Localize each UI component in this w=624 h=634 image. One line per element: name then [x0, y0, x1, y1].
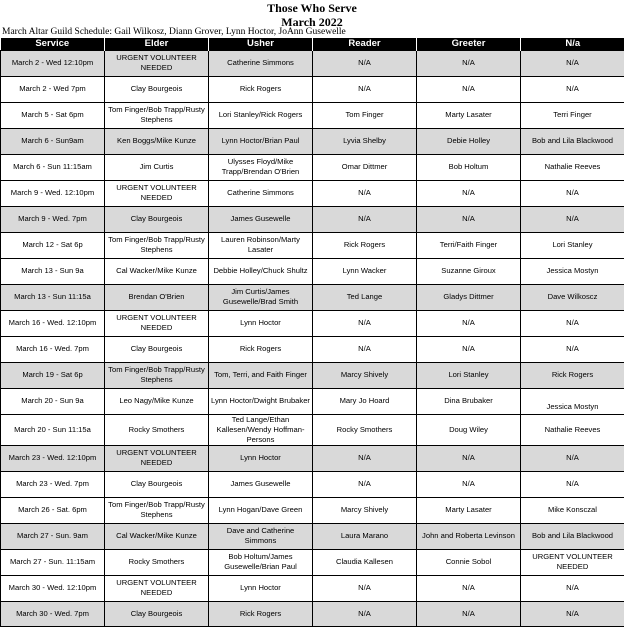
table-row	[1, 471, 624, 497]
cell-usher: Lynn Hoctor	[209, 445, 313, 471]
cell-reader: N/A	[313, 601, 417, 626]
table-row	[1, 232, 624, 258]
cell-greeter: John and Roberta Levinson	[417, 523, 521, 549]
table-body	[1, 50, 624, 626]
cell-greeter: Bob Holtum	[417, 154, 521, 180]
cell-elder: Clay Bourgeois	[105, 336, 209, 362]
cell-na: Nathalie Reeves	[521, 414, 624, 445]
cell-service: March 26 - Sat. 6pm	[1, 497, 105, 523]
cell-usher: Rick Rogers	[209, 336, 313, 362]
cell-service: March 2 - Wed 12:10pm	[1, 50, 105, 76]
cell-service: March 16 - Wed. 7pm	[1, 336, 105, 362]
cell-service: March 6 - Sun9am	[1, 128, 105, 154]
column-header-service: Service	[1, 38, 105, 50]
cell-reader: Ted Lange	[313, 284, 417, 310]
table-row	[1, 284, 624, 310]
cell-service: March 30 - Wed. 12:10pm	[1, 575, 105, 601]
cell-na: Bob and Lila Blackwood	[521, 128, 624, 154]
cell-greeter: Doug Wiley	[417, 414, 521, 445]
cell-greeter: N/A	[417, 76, 521, 102]
cell-greeter: Gladys Dittmer	[417, 284, 521, 310]
cell-service: March 16 - Wed. 12:10pm	[1, 310, 105, 336]
cell-elder: Clay Bourgeois	[105, 76, 209, 102]
cell-service: March 19 - Sat 6p	[1, 362, 105, 388]
cell-usher: Catherine Simmons	[209, 50, 313, 76]
page-title: Those Who Serve	[267, 1, 357, 15]
cell-usher: Lynn Hoctor/Brian Paul	[209, 128, 313, 154]
cell-greeter: Terri/Faith Finger	[417, 232, 521, 258]
cell-elder: Tom Finger/Bob Trapp/Rusty Stephens	[105, 102, 209, 128]
cell-service: March 30 - Wed. 7pm	[1, 601, 105, 626]
cell-greeter: N/A	[417, 471, 521, 497]
cell-reader: Mary Jo Hoard	[313, 388, 417, 414]
cell-greeter: N/A	[417, 575, 521, 601]
cell-elder: Rocky Smothers	[105, 549, 209, 575]
cell-greeter: N/A	[417, 180, 521, 206]
page-subtitle: March 2022	[281, 15, 343, 29]
table-row	[1, 128, 624, 154]
cell-service: March 6 - Sun 11:15am	[1, 154, 105, 180]
cell-na: N/A	[521, 206, 624, 232]
cell-elder: Clay Bourgeois	[105, 471, 209, 497]
cell-usher: Lynn Hoctor	[209, 575, 313, 601]
table-row	[1, 258, 624, 284]
cell-reader: N/A	[313, 180, 417, 206]
cell-na: Dave Wilkoscz	[521, 284, 624, 310]
cell-na: Rick Rogers	[521, 362, 624, 388]
cell-reader: Lyvia Shelby	[313, 128, 417, 154]
schedule-table	[0, 38, 624, 627]
cell-usher: Rick Rogers	[209, 601, 313, 626]
cell-elder: URGENT VOLUNTEER NEEDED	[105, 180, 209, 206]
cell-na: Bob and Lila Blackwood	[521, 523, 624, 549]
table-row	[1, 206, 624, 232]
cell-na: Mike Konsczal	[521, 497, 624, 523]
cell-elder: URGENT VOLUNTEER NEEDED	[105, 445, 209, 471]
cell-usher: James Gusewelle	[209, 206, 313, 232]
cell-greeter: Marty Lasater	[417, 102, 521, 128]
table-row	[1, 154, 624, 180]
cell-usher: Rick Rogers	[209, 76, 313, 102]
table-header-row	[1, 38, 624, 50]
cell-na: N/A	[521, 575, 624, 601]
cell-greeter: Dina Brubaker	[417, 388, 521, 414]
altar-guild-line: March Altar Guild Schedule: Gail Wilkosz, Diann Grover, Lynn Hoctor, JoAnn Gusewelle	[2, 27, 346, 37]
cell-elder: URGENT VOLUNTEER NEEDED	[105, 575, 209, 601]
cell-service: March 5 - Sat 6pm	[1, 102, 105, 128]
cell-usher: Lynn Hoctor	[209, 310, 313, 336]
cell-service: March 27 - Sun. 9am	[1, 523, 105, 549]
table-row	[1, 362, 624, 388]
cell-service: March 9 - Wed. 12:10pm	[1, 180, 105, 206]
cell-na: N/A	[521, 601, 624, 626]
cell-elder: Ken Boggs/Mike Kunze	[105, 128, 209, 154]
cell-reader: Rick Rogers	[313, 232, 417, 258]
cell-reader: N/A	[313, 575, 417, 601]
cell-na: N/A	[521, 310, 624, 336]
cell-service: March 13 - Sun 9a	[1, 258, 105, 284]
column-header-na: N/a	[521, 38, 624, 50]
cell-service: March 20 - Sun 9a	[1, 388, 105, 414]
cell-na: Jessica Mostyn	[521, 258, 624, 284]
cell-usher: Catherine Simmons	[209, 180, 313, 206]
cell-service: March 23 - Wed. 12:10pm	[1, 445, 105, 471]
cell-reader: Rocky Smothers	[313, 414, 417, 445]
cell-greeter: Lori Stanley	[417, 362, 521, 388]
table-row	[1, 180, 624, 206]
cell-service: March 12 - Sat 6p	[1, 232, 105, 258]
cell-elder: Clay Bourgeois	[105, 206, 209, 232]
cell-usher: Jim Curtis/James Gusewelle/Brad Smith	[209, 284, 313, 310]
cell-elder: Jim Curtis	[105, 154, 209, 180]
cell-greeter: Connie Sobol	[417, 549, 521, 575]
cell-usher: Ted Lange/Ethan Kallesen/Wendy Hoffman-Persons	[209, 414, 313, 445]
cell-greeter: N/A	[417, 310, 521, 336]
table-row	[1, 76, 624, 102]
cell-na: N/A	[521, 180, 624, 206]
cell-usher: Bob Holtum/James Gusewelle/Brian Paul	[209, 549, 313, 575]
cell-elder: Rocky Smothers	[105, 414, 209, 445]
cell-na: Lori Stanley	[521, 232, 624, 258]
cell-na: N/A	[521, 471, 624, 497]
table-row	[1, 50, 624, 76]
table-row	[1, 102, 624, 128]
cell-reader: N/A	[313, 471, 417, 497]
cell-na: Terri Finger	[521, 102, 624, 128]
cell-service: March 23 - Wed. 7pm	[1, 471, 105, 497]
cell-reader: N/A	[313, 50, 417, 76]
cell-service: March 13 - Sun 11:15a	[1, 284, 105, 310]
cell-reader: Lynn Wacker	[313, 258, 417, 284]
cell-greeter: N/A	[417, 50, 521, 76]
cell-greeter: N/A	[417, 336, 521, 362]
cell-reader: N/A	[313, 336, 417, 362]
column-header-usher: Usher	[209, 38, 313, 50]
table-row	[1, 445, 624, 471]
cell-reader: Marcy Shively	[313, 497, 417, 523]
cell-usher: Lynn Hogan/Dave Green	[209, 497, 313, 523]
cell-reader: N/A	[313, 310, 417, 336]
cell-usher: James Gusewelle	[209, 471, 313, 497]
column-header-elder: Elder	[105, 38, 209, 50]
table-row	[1, 575, 624, 601]
cell-elder: URGENT VOLUNTEER NEEDED	[105, 50, 209, 76]
table-row	[1, 601, 624, 626]
cell-usher: Tom, Terri, and Faith Finger	[209, 362, 313, 388]
cell-na: N/A	[521, 445, 624, 471]
cell-usher: Debbie Holley/Chuck Shultz	[209, 258, 313, 284]
cell-service: March 9 - Wed. 7pm	[1, 206, 105, 232]
cell-reader: N/A	[313, 76, 417, 102]
table-row	[1, 523, 624, 549]
cell-na: N/A	[521, 76, 624, 102]
cell-reader: N/A	[313, 206, 417, 232]
cell-greeter: N/A	[417, 601, 521, 626]
cell-greeter: Marty Lasater	[417, 497, 521, 523]
cell-greeter: N/A	[417, 206, 521, 232]
cell-usher: Dave and Catherine Simmons	[209, 523, 313, 549]
cell-greeter: Suzanne Giroux	[417, 258, 521, 284]
cell-service: March 20 - Sun 11:15a	[1, 414, 105, 445]
column-header-greeter: Greeter	[417, 38, 521, 50]
cell-reader: Claudia Kallesen	[313, 549, 417, 575]
cell-greeter: Debie Holley	[417, 128, 521, 154]
table-row	[1, 549, 624, 575]
table-row	[1, 497, 624, 523]
cell-elder: URGENT VOLUNTEER NEEDED	[105, 310, 209, 336]
cell-reader: Omar Dittmer	[313, 154, 417, 180]
cell-usher: Lori Stanley/Rick Rogers	[209, 102, 313, 128]
table-row	[1, 388, 624, 414]
cell-elder: Tom Finger/Bob Trapp/Rusty Stephens	[105, 362, 209, 388]
cell-reader: Laura Marano	[313, 523, 417, 549]
cell-elder: Clay Bourgeois	[105, 601, 209, 626]
cell-na: N/A	[521, 336, 624, 362]
column-header-reader: Reader	[313, 38, 417, 50]
cell-usher: Lauren Robinson/Marty Lasater	[209, 232, 313, 258]
cell-greeter: N/A	[417, 445, 521, 471]
cell-elder: Brendan O'Brien	[105, 284, 209, 310]
cell-elder: Cal Wacker/Mike Kunze	[105, 523, 209, 549]
cell-na: Jessica Mostyn	[521, 388, 624, 414]
table-row	[1, 310, 624, 336]
cell-service: March 27 - Sun. 11:15am	[1, 549, 105, 575]
cell-elder: Cal Wacker/Mike Kunze	[105, 258, 209, 284]
cell-elder: Tom Finger/Bob Trapp/Rusty Stephens	[105, 232, 209, 258]
cell-na: Nathalie Reeves	[521, 154, 624, 180]
cell-elder: Tom Finger/Bob Trapp/Rusty Stephens	[105, 497, 209, 523]
cell-elder: Leo Nagy/Mike Kunze	[105, 388, 209, 414]
cell-reader: Tom Finger	[313, 102, 417, 128]
cell-usher: Ulysses Floyd/Mike Trapp/Brendan O'Brien	[209, 154, 313, 180]
table-row	[1, 336, 624, 362]
cell-usher: Lynn Hoctor/Dwight Brubaker	[209, 388, 313, 414]
cell-reader: Marcy Shively	[313, 362, 417, 388]
cell-na: URGENT VOLUNTEER NEEDED	[521, 549, 624, 575]
table-row	[1, 414, 624, 445]
cell-reader: N/A	[313, 445, 417, 471]
cell-na: N/A	[521, 50, 624, 76]
cell-service: March 2 - Wed 7pm	[1, 76, 105, 102]
